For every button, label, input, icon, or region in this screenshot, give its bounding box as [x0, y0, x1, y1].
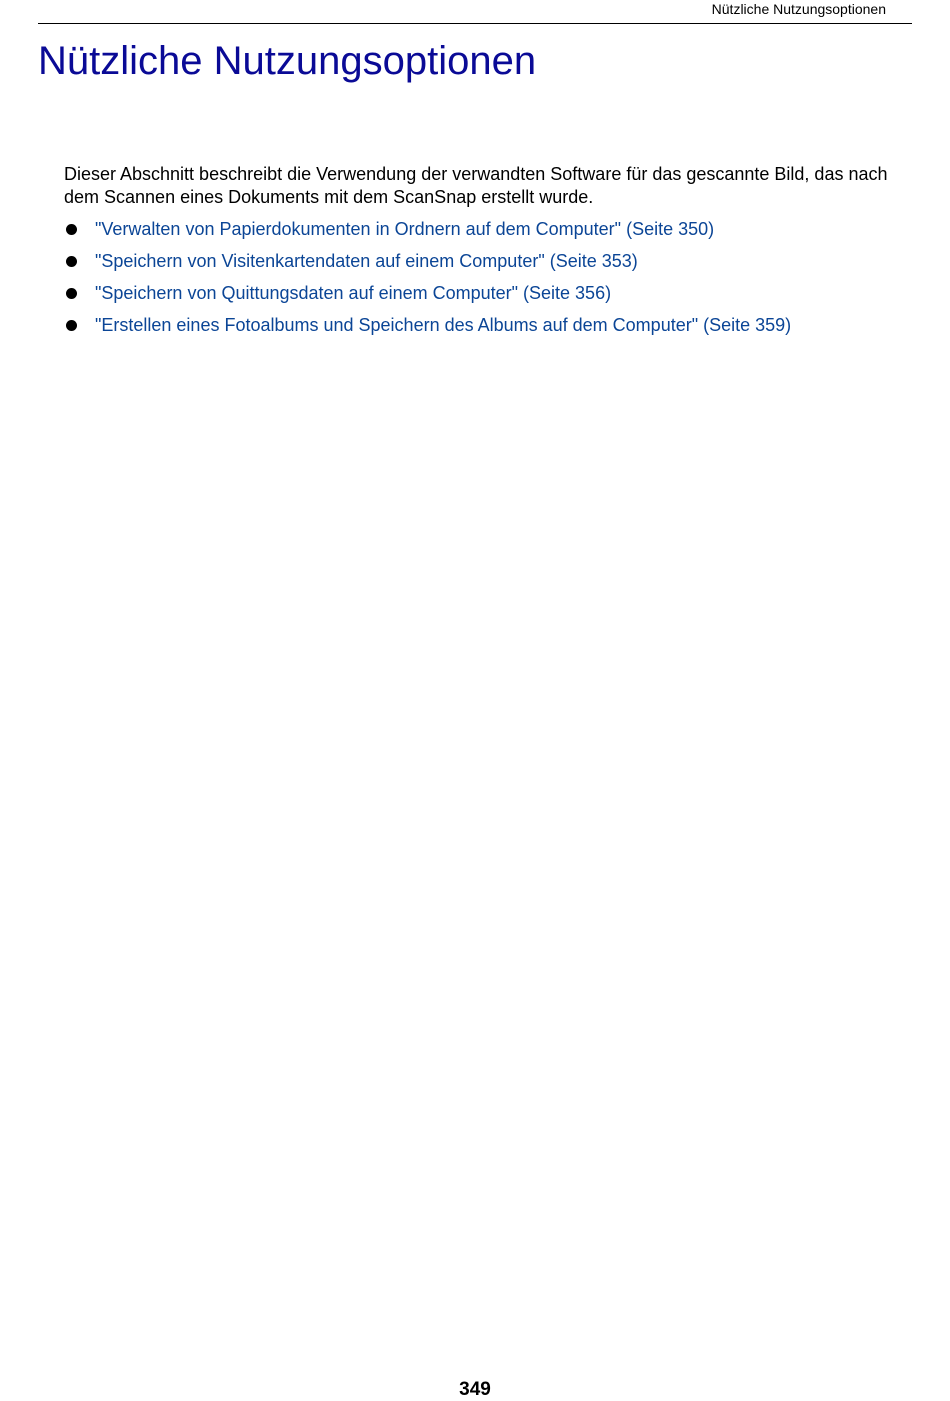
link-receipt-data[interactable]: "Speichern von Quittungsdaten auf einem Computer" (Seite 356)	[95, 283, 612, 303]
bullet-icon	[66, 224, 77, 235]
page-title: Nützliche Nutzungsoptionen	[38, 39, 537, 83]
running-header-title: Nützliche Nutzungsoptionen	[711, 1, 886, 17]
link-photo-album[interactable]: "Erstellen eines Fotoalbums und Speichern des Albums auf dem Computer" (Seite 359)	[95, 315, 792, 335]
bullet-icon	[66, 256, 77, 267]
intro-paragraph: Dieser Abschnitt beschreibt die Verwendung der verwandten Software für das gescannte Bild, das nach dem Scannen eines Dokuments mit dem ScanSnap erstellt wurde.	[64, 164, 888, 207]
link-business-card-data[interactable]: "Speichern von Visitenkartendaten auf einem Computer" (Seite 353)	[95, 251, 638, 271]
page-number: 349	[459, 1379, 491, 1400]
running-header	[38, 0, 912, 24]
link-paper-documents-folders[interactable]: "Verwalten von Papierdokumenten in Ordnern auf dem Computer" (Seite 350)	[95, 219, 715, 239]
bullet-icon	[66, 288, 77, 299]
bullet-icon	[66, 320, 77, 331]
